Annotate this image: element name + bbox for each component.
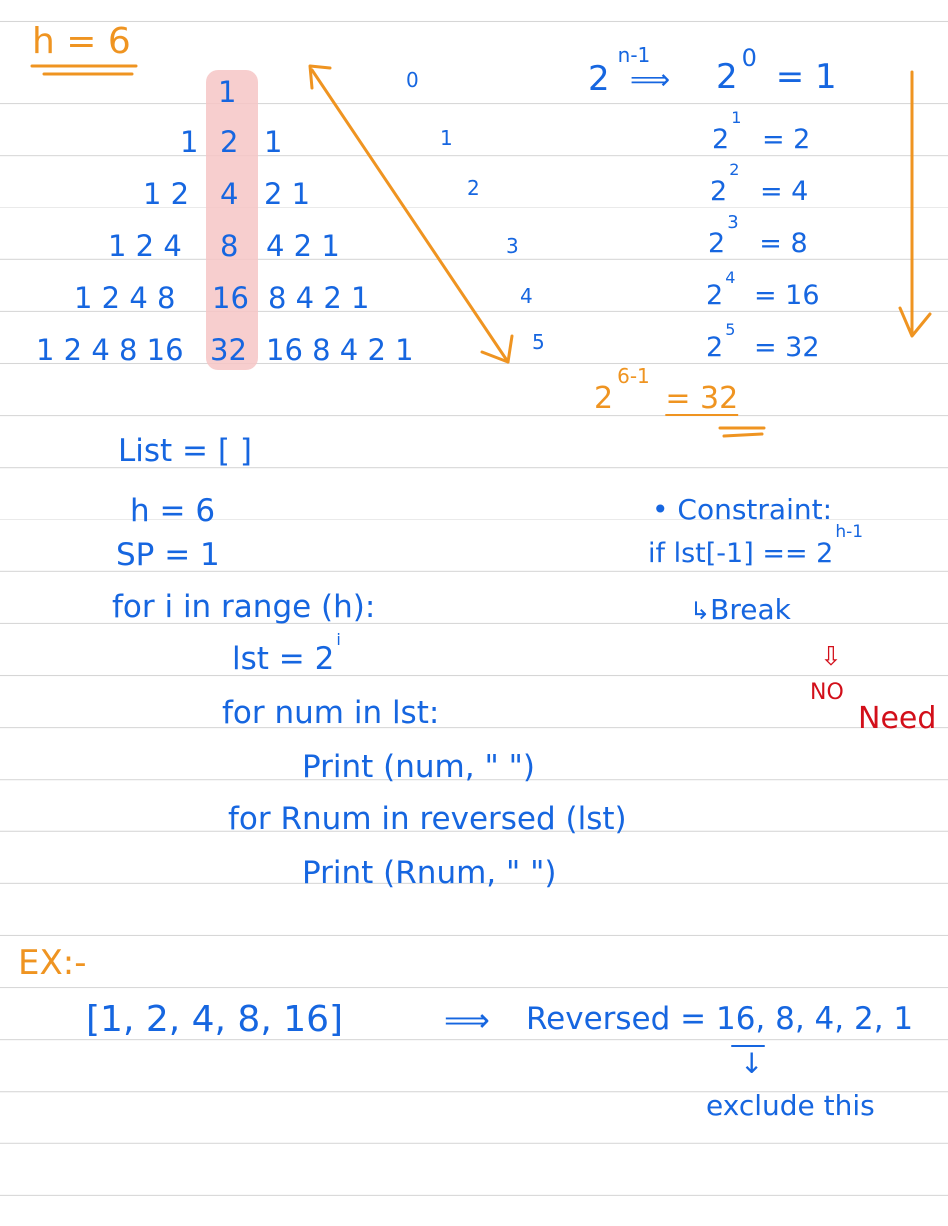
power-row-0: 2 $^0$ = 1	[716, 44, 837, 97]
pyramid-row-2-mid: 2	[220, 125, 239, 159]
power-row-3: $2^3 = 8$	[708, 212, 808, 259]
row-index-5: 5	[532, 330, 545, 354]
pyramid-row-2-left: 1	[180, 125, 199, 159]
constraint-action: ↳Break	[690, 593, 791, 626]
code-line-print-rnum: Print (Rnum, " ")	[302, 855, 557, 891]
code-line-h: h = 6	[130, 493, 216, 529]
power-header-arrow: ⟹	[630, 63, 671, 96]
example-label: EX:-	[18, 943, 87, 983]
pyramid-row-2-right: 1	[264, 125, 283, 159]
result-underline	[720, 428, 764, 436]
power-result: $2^{6-1} = 32$	[594, 364, 739, 416]
pyramid-row-6-mid: 32	[210, 333, 247, 367]
code-line-lst-assign: lst = $2^i$	[232, 630, 341, 677]
row-index-3: 3	[506, 234, 519, 258]
diagonal-arrow-head-bottom	[482, 336, 512, 362]
row-index-2: 2	[467, 176, 480, 200]
pyramid-row-4-right: 4 2 1	[266, 229, 340, 263]
constraint-condition: if $lst[-1] == 2^{h-1}$	[648, 522, 864, 569]
pyramid-row-6-left: 1 2 4 8 16	[36, 333, 184, 367]
example-exclude-marker-icon: ↓	[740, 1047, 764, 1080]
row-index-1: 1	[440, 126, 453, 150]
pyramid-row-3-left: 1 2	[143, 177, 190, 211]
pyramid-row-5-left: 1 2 4 8	[74, 281, 176, 315]
row-index-4: 4	[520, 284, 533, 308]
power-row-5: $2^5 = 32$	[706, 320, 820, 363]
pyramid-row-6-right: 16 8 4 2 1	[266, 333, 414, 367]
pyramid-row-1-mid: 1	[218, 75, 237, 109]
pyramid-row-3-right: 2 1	[264, 177, 311, 211]
code-line-sp: SP = 1	[116, 537, 220, 573]
power-header: 2n-1	[588, 43, 651, 99]
code-line-for-num: for num in lst:	[222, 695, 440, 731]
title-h-equals-6: h = 6	[32, 21, 131, 62]
code-line-for-range: for i in range (h):	[112, 589, 376, 625]
code-line-print-num: Print (num, " ")	[302, 749, 535, 785]
constraint-label: • Constraint:	[652, 493, 833, 526]
no-need-note-no: NO	[810, 680, 844, 705]
example-note: exclude this	[706, 1089, 875, 1122]
power-row-1: $2^1 = 2$	[712, 108, 811, 155]
example-arrow-icon: ⟹	[444, 1001, 490, 1039]
example-list: [1, 2, 4, 8, 16]	[86, 999, 344, 1040]
down-arrow-red-icon: ⇩	[820, 642, 842, 672]
downward-arrow	[900, 72, 930, 336]
pyramid-row-4-left: 1 2 4	[108, 229, 182, 263]
row-index-0: 0	[406, 68, 419, 92]
diagonal-arrow-line	[312, 70, 508, 362]
title-underline	[32, 66, 136, 74]
pyramid-row-4-mid: 8	[220, 229, 239, 263]
example-reversed: Reversed = 16, 8, 4, 2, 1	[526, 1001, 914, 1037]
pyramid-row-3-mid: 4	[220, 177, 239, 211]
no-need-note-need: Need	[858, 701, 937, 736]
pyramid-row-5-mid: 16	[212, 281, 249, 315]
code-line-list: List = [ ]	[118, 433, 252, 469]
pyramid-row-5-right: 8 4 2 1	[268, 281, 370, 315]
code-line-for-rnum: for Rnum in reversed (lst)	[228, 801, 627, 837]
power-row-2: $2^2 = 4$	[710, 160, 809, 207]
power-row-4: $2^4 = 16$	[706, 268, 820, 311]
